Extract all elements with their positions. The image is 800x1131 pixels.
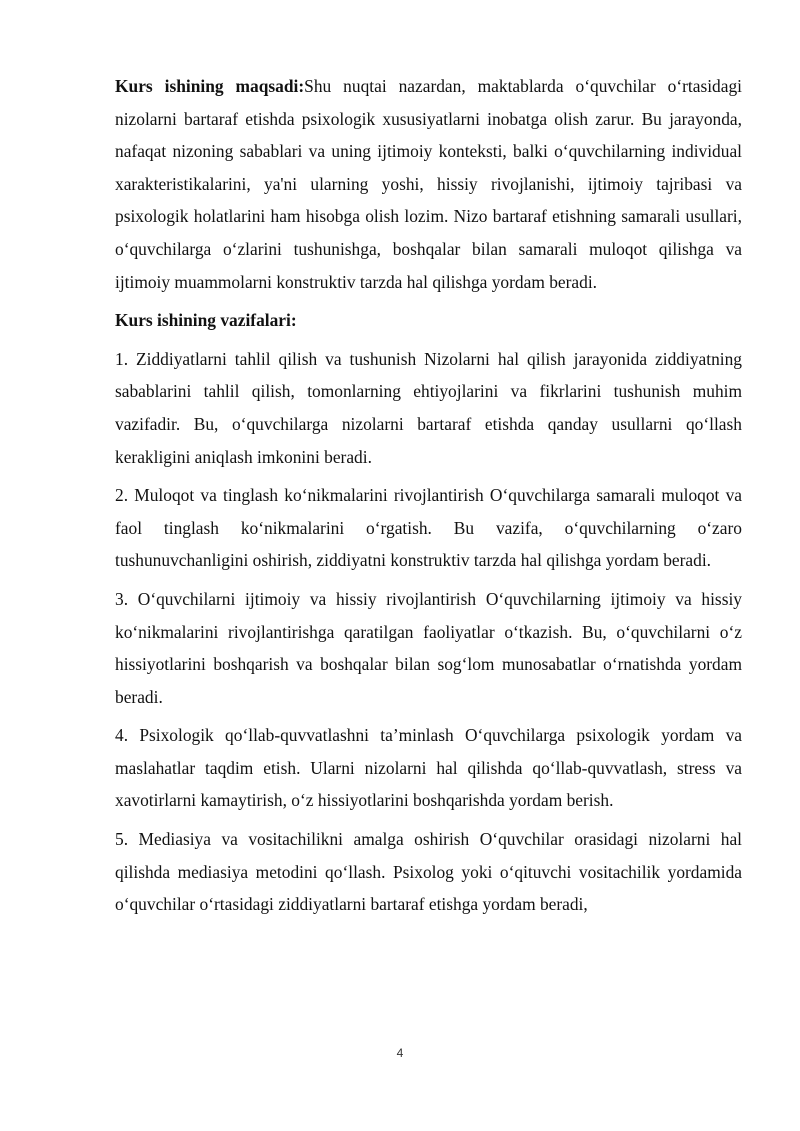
task-paragraph-4: 4. Psixologik qo‘llab-quvvatlashni ta’minlash O‘quvchilarga psixologik yordam va maslahatlar taqdim etish. Ularni nizolarni hal qilishda qo‘llab-quvvatlash, stress va xavotirlarni kamaytirish, o‘z hissiyotlarini boshqarishda yordam berish. (115, 725, 742, 811)
task-paragraph-3: 3. O‘quvchilarni ijtimoiy va hissiy rivojlantirish O‘quvchilarning ijtimoiy va hissiy ko‘nikmalarini rivojlantirishga qaratilgan faoliyatlar o‘tkazish. Bu, o‘quvchilarni o‘z hissiyotlarini boshqarish va boshqalar bilan sog‘lom munosabatlar o‘rnatishda yordam beradi. (115, 588, 742, 707)
intro-label: Kurs ishining maqsadi: (115, 76, 305, 96)
task-paragraph-5: 5. Mediasiya va vositachilikni amalga oshirish O‘quvchilar orasidagi nizolarni hal qilishda mediasiya metodini qo‘llash. Psixolog yoki o‘qituvchi vositachilik yordamida o‘quvchilar o‘rtasidagi ziddiyatlarni bartaraf etishga yordam beradi, (115, 829, 742, 915)
page-number: 4 (396, 1046, 404, 1060)
tasks-heading: Kurs ishining vazifalari: (115, 310, 297, 331)
task-paragraph-1: 1. Ziddiyatlarni tahlil qilish va tushunish Nizolarni hal qilish jarayonida ziddiyatning sabablarini tahlil qilish, tomonlarning ehtiyojlarini va fikrlarini tushunish muhim vazifadir. Bu, o‘quvchilarga nizolarni bartaraf etishda qanday usullarni qo‘llash kerakligini aniqlash imkonini beradi. (115, 348, 742, 467)
intro-text: Shu nuqtai nazardan, maktablarda o‘quvchilar o‘rtasidagi nizolarni bartaraf etishda psixologik xususiyatlarni inobatga olish zarur. Bu jarayonda, nafaqat nizoning sabablari va uning ijtimoiy konteksti, balki o‘quvchilarning individual xarakteristikalarini, ya'ni ularning yoshi, hissiy rivojlanishi, ijtimoiy tajribasi va psixologik holatlarini ham hisobga olish lozim. Nizo bartaraf etishning samarali usullari, o‘quvchilarga o‘zlarini tushunishga, boshqalar bilan samarali muloqot qilishga va ijtimoiy muammolarni konstruktiv tarzda hal qilishga yordam beradi. (115, 76, 743, 292)
page-body (115, 70, 742, 921)
task-paragraph-2: 2. Muloqot va tinglash ko‘nikmalarini rivojlantirish O‘quvchilarga samarali muloqot va faol tinglash ko‘nikmalarini o‘rgatish. Bu vazifa, o‘quvchilarning o‘zaro tushunuvchanligini oshirish, ziddiyatni konstruktiv tarzda hal qilishga yordam beradi. (115, 485, 742, 571)
intro-paragraph (115, 70, 742, 298)
